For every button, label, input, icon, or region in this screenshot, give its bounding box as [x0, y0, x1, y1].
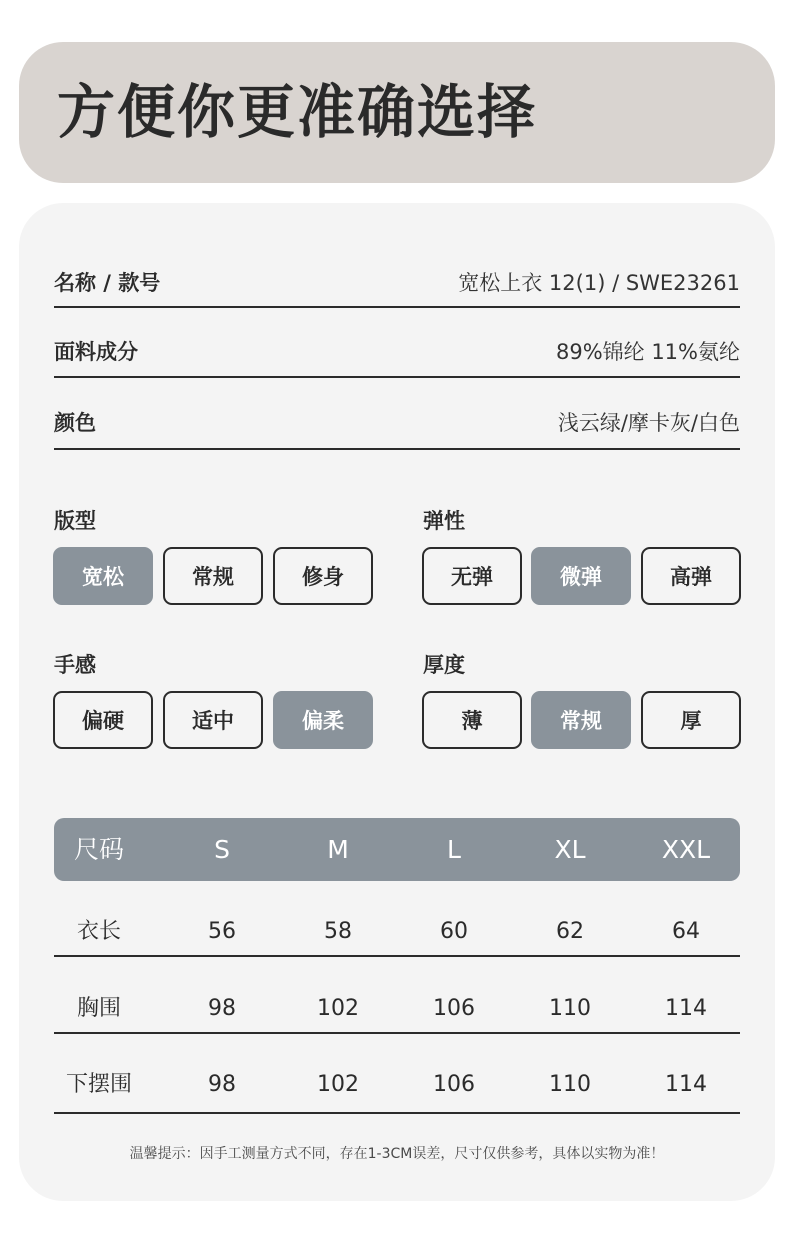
- table-cell: 110: [549, 1072, 591, 1097]
- table-cell: 110: [549, 996, 591, 1021]
- option-elasticity-none[interactable]: 无弹: [422, 547, 522, 605]
- table-row: [54, 989, 740, 1029]
- info-key: 颜色: [54, 411, 96, 435]
- row-label: 衣长: [76, 919, 121, 944]
- group-label-elasticity: 弹性: [423, 509, 465, 533]
- info-value: 89%锦纶 11%氨纶: [555, 340, 740, 364]
- info-key: 面料成分: [54, 340, 138, 364]
- option-feel-firm[interactable]: 偏硬: [53, 691, 153, 749]
- group-label-thickness: 厚度: [423, 653, 465, 677]
- option-feel-medium[interactable]: 适中: [163, 691, 263, 749]
- divider: [54, 376, 740, 378]
- header-cell-s: S: [214, 835, 230, 864]
- divider: [54, 448, 740, 450]
- header-cell-size: 尺码: [74, 835, 125, 864]
- option-thickness-thick[interactable]: 厚: [641, 691, 741, 749]
- table-cell: 98: [208, 1072, 236, 1097]
- divider: [54, 306, 740, 308]
- info-value: 浅云绿/摩卡灰/白色: [557, 411, 740, 435]
- header-cell-m: M: [327, 835, 349, 864]
- table-cell: 56: [208, 919, 236, 944]
- info-key: 名称 / 款号: [54, 271, 161, 295]
- info-row-name: [54, 262, 740, 302]
- info-row-fabric: [54, 331, 740, 371]
- table-row: [54, 1065, 740, 1105]
- page-title: 方便你更准确选择: [57, 78, 538, 146]
- title-banner: [19, 42, 775, 183]
- option-fit-slim[interactable]: 修身: [273, 547, 373, 605]
- table-cell: 98: [208, 996, 236, 1021]
- option-feel-soft[interactable]: 偏柔: [273, 691, 373, 749]
- table-divider: [54, 1112, 740, 1114]
- header-cell-xxl: XXL: [661, 835, 711, 864]
- table-cell: 62: [556, 919, 584, 944]
- option-elasticity-slight[interactable]: 微弹: [531, 547, 631, 605]
- header-cell-xl: XL: [554, 835, 586, 864]
- header-cell-l: L: [447, 835, 461, 864]
- row-label: 下摆围: [65, 1072, 132, 1097]
- option-fit-loose[interactable]: 宽松: [53, 547, 153, 605]
- table-cell: 102: [317, 1072, 359, 1097]
- info-row-color: [54, 402, 740, 442]
- row-label: 胸围: [76, 996, 121, 1021]
- table-cell: 64: [672, 919, 700, 944]
- option-elasticity-high[interactable]: 高弹: [641, 547, 741, 605]
- measurement-note: 温馨提示：因手工测量方式不同，存在1-3CM误差，尺寸仅供参考，具体以实物为准！: [129, 1146, 665, 1162]
- table-cell: 106: [433, 996, 475, 1021]
- table-cell: 114: [665, 1072, 707, 1097]
- size-table-header: [54, 818, 740, 881]
- table-cell: 58: [324, 919, 352, 944]
- table-divider: [54, 955, 740, 957]
- group-label-feel: 手感: [54, 653, 96, 677]
- group-label-fit: 版型: [54, 509, 96, 533]
- table-cell: 102: [317, 996, 359, 1021]
- table-row: [54, 912, 740, 952]
- option-fit-regular[interactable]: 常规: [163, 547, 263, 605]
- table-cell: 114: [665, 996, 707, 1021]
- option-thickness-regular[interactable]: 常规: [531, 691, 631, 749]
- option-thickness-thin[interactable]: 薄: [422, 691, 522, 749]
- table-cell: 106: [433, 1072, 475, 1097]
- info-value: 宽松上衣 12(1) / SWE23261: [458, 271, 740, 295]
- table-cell: 60: [440, 919, 468, 944]
- table-divider: [54, 1032, 740, 1034]
- spec-card: [19, 203, 775, 1201]
